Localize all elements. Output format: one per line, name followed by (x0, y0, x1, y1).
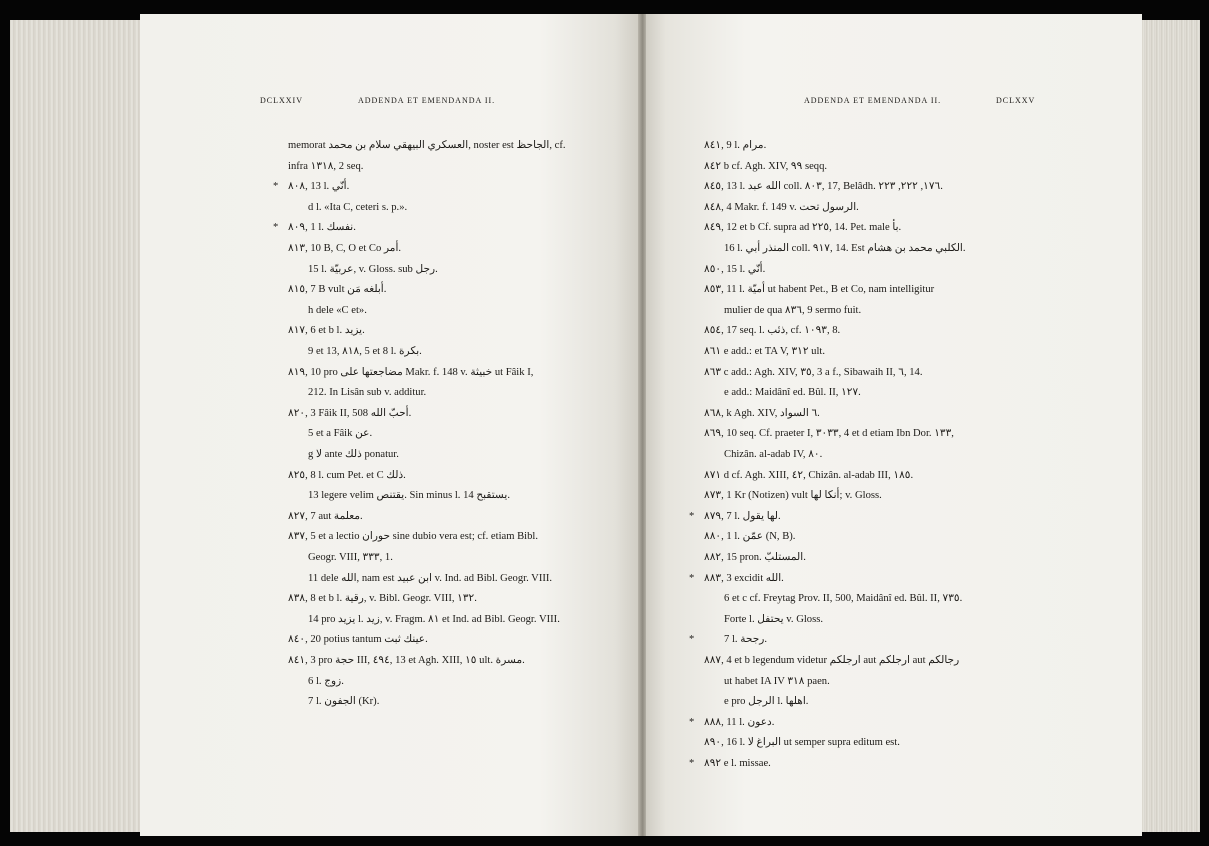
left-page-number: DCLXXIV (260, 96, 303, 105)
asterisk-mark: * (689, 758, 695, 769)
text-line (308, 489, 510, 503)
line-text: 14 pro يزيد l. زيد, v. Fragm. ٨١ et Ind. ad Bibl. Geogr. VIII. (308, 613, 560, 625)
right-page-edges (1140, 20, 1200, 832)
text-line (308, 551, 393, 565)
text-line (704, 324, 840, 338)
line-text: ٨٤٢ b cf. Agh. XIV, ٩٩ seqq. (704, 160, 828, 172)
line-text: ٨٣٨, 8 et b l. رقية, v. Bibl. Geogr. VIII, ١٣٢. (288, 593, 477, 605)
line-text: ٨٠٨, 13 l. أنّي. (288, 181, 350, 193)
text-line (704, 654, 959, 668)
text-line (704, 160, 827, 174)
text-line (704, 757, 771, 771)
asterisk-mark: * (689, 716, 695, 728)
line-text: ٨٤٠, 20 potius tantum عينك ثبت. (288, 634, 428, 646)
text-line (288, 180, 349, 194)
text-line (308, 448, 399, 462)
text-line (724, 304, 861, 318)
line-text: ٨٢٧, 7 aut معلمة. (288, 510, 363, 522)
line-text: ٨٥٤, 17 seq. l. ذئب, cf. ١٠٩٣, 8. (704, 325, 841, 337)
text-line (724, 633, 767, 647)
line-text: 7 l. رجحة. (724, 634, 768, 646)
text-line (704, 263, 765, 277)
text-line (704, 283, 934, 297)
text-line (288, 592, 477, 606)
text-line (308, 304, 367, 318)
line-text: ٨٤٨, 4 Makr. f. 149 v. الرسول تحت. (704, 201, 859, 213)
line-text: mulier de qua ٨٣٦, 9 sermo fuit. (724, 304, 862, 316)
line-text: 13 legere velim يقتنص. Sin minus l. 14 يستقبح. (308, 490, 510, 502)
text-line (704, 530, 795, 544)
line-text: infra ١٣١٨, 2 seq. (288, 160, 364, 172)
text-line (308, 572, 552, 586)
line-text: d l. «Ita C, ceteri s. p.». (308, 201, 408, 213)
text-line (724, 242, 966, 256)
text-line (288, 324, 365, 338)
text-line (308, 695, 379, 709)
line-text: Forte l. يحتفل v. Gloss. (724, 613, 823, 625)
line-text: ٨٧٩, 7 l. لها يقول. (704, 510, 781, 522)
text-line (704, 736, 900, 750)
text-line (704, 139, 766, 153)
line-text: ٨١٧, 6 et b l. يزيد. (288, 325, 365, 337)
right-running-title: ADDENDA ET EMENDANDA II. (804, 96, 942, 105)
text-line (704, 221, 901, 235)
line-text: ٨٤١, 9 l. مرام. (704, 140, 767, 151)
line-text: ٨٤١, 3 pro حجة III, ٤٩٤, 13 et Agh. XIII, ١٥ ult. مسرة. (288, 655, 525, 666)
text-line (704, 510, 781, 524)
text-line (288, 530, 538, 544)
text-line (704, 407, 820, 421)
text-line (704, 469, 913, 483)
line-text: ٨٢٥, 8 l. cum Pet. et C ذلك. (288, 469, 406, 481)
asterisk-mark: * (689, 634, 695, 646)
line-text: ٨٨٠, 1 l. عمّن (N, B). (704, 531, 796, 543)
line-text: ٨٧١ d cf. Agh. XIII, ٤٢, Chizân. al-adab III, ١٨٥. (704, 469, 914, 481)
line-text: ٨٥٣, 11 l. أميّة ut habent Pet., B et Co, nam intelligitur (704, 284, 935, 296)
text-line (704, 551, 806, 565)
line-text: ٨٠٩, 1 l. نفسك. (288, 222, 356, 234)
line-text: 6 et c cf. Freytag Prov. II, 500, Maidânî ed. Bûl. II, ٧٣٥. (724, 593, 963, 605)
left-page-header (140, 96, 640, 110)
line-text: ٨١٥, 7 B vult أبلغه مَن. (288, 284, 387, 296)
right-page-number: DCLXXV (996, 96, 1036, 105)
left-page (140, 14, 640, 836)
asterisk-mark: * (689, 572, 695, 584)
text-line (288, 160, 363, 174)
line-text: memorat العسكري البيهقي سلام بن محمد, noster est الجاحظ, cf. (288, 140, 566, 151)
line-text: ٨٨٣, 3 excidit الله. (704, 572, 784, 584)
line-text: ٨٤٥, 13 l. الله عبد coll. ٨٠٣, 17, Belâdh. ١٧٦, ٢٢٢, ٢٢٣. (704, 181, 943, 193)
text-line (288, 283, 386, 297)
text-line (288, 469, 406, 483)
text-line (308, 427, 372, 441)
text-line (704, 201, 859, 215)
text-line (308, 201, 407, 215)
line-text: ٨٦٨, k Agh. XIV, ٦ السواد. (704, 407, 820, 419)
line-text: ٨٨٨, 11 l. دعون. (704, 716, 775, 728)
text-line (704, 489, 882, 503)
line-text: ٨٦١ e add.: et TA V, ٣١٢ ult. (704, 346, 826, 357)
text-line (288, 633, 428, 647)
line-text: 7 l. الجفون (Kr). (308, 696, 380, 708)
line-text: ٨٧٣, 1 Kr (Notizen) vult أنكا لها; v. Gloss. (704, 490, 882, 502)
line-text: g لا ante ذلك ponatur. (308, 449, 399, 460)
line-text: 5 et a Fâik عن. (308, 428, 373, 440)
line-text: ٨٤٩, 12 et b Cf. supra ad ٢٢٥, 14. Pet. male بأ. (704, 222, 902, 234)
text-line (724, 675, 830, 689)
text-line (704, 427, 954, 441)
right-page (646, 14, 1142, 836)
asterisk-mark: * (689, 510, 695, 522)
text-line (724, 613, 823, 627)
text-line (308, 345, 422, 359)
text-line (288, 139, 566, 153)
line-text: 212. In Lisân sub v. additur. (308, 387, 427, 399)
line-text: ٨١٩, 10 pro مضاجعتها على Makr. f. 148 v. خبيثة ut Fâik I, (288, 366, 534, 378)
line-text: 6 l. زوج. (308, 675, 344, 687)
text-line (704, 180, 943, 194)
line-text: 16 l. المنذر أبي coll. ٩١٧, 14. Est الكلبي محمد بن هشام. (724, 243, 966, 254)
text-line (288, 407, 411, 421)
line-text: ٨٦٣ c add.: Agh. XIV, ٣٥, 3 a f., Sibawaih II, ٦, 14. (704, 366, 923, 378)
line-text: ٨١٣, 10 B, C, O et Co أمر. (288, 243, 402, 254)
line-text: Chizân. al-adab IV, ٨٠. (724, 449, 823, 460)
text-line (308, 675, 344, 689)
line-text: ٨٢٠, 3 Fâik II, 508 أحبّ الله. (288, 407, 412, 419)
text-line (724, 592, 962, 606)
line-text: ٨٩٠, 16 l. البراغ لا ut semper supra editum est. (704, 737, 900, 749)
text-line (704, 345, 825, 359)
text-line (704, 572, 784, 586)
text-line (308, 386, 426, 400)
text-line (288, 242, 401, 256)
line-text: ut habet IA IV ٣١٨ paen. (724, 675, 830, 687)
line-text: ٨٣٧, 5 et a lectio حوران sine dubio vera est; cf. etiam Bibl. (288, 531, 539, 543)
asterisk-mark: * (273, 222, 279, 234)
text-line (288, 510, 363, 524)
text-line (288, 366, 533, 380)
text-line (724, 695, 808, 709)
text-line (704, 366, 922, 380)
text-line (288, 221, 356, 235)
text-line (308, 613, 560, 627)
text-line (704, 716, 774, 730)
line-text: ٨٥٠, 15 l. أنّي. (704, 263, 766, 275)
line-text: ٨٦٩, 10 seq. Cf. praeter I, ٣٠٣٣, 4 et d etiam Ibn Dor. ١٣٣, (704, 428, 954, 440)
line-text: 11 dele الله, nam est ابن عبيد v. Ind. ad Bibl. Geogr. VIII. (308, 572, 553, 584)
text-line (724, 448, 822, 462)
line-text: ٨٨٢, 15 pron. المستلبّ. (704, 552, 806, 563)
line-text: e pro الرجل l. اهلها. (724, 696, 809, 708)
left-page-edges (10, 20, 142, 832)
line-text: ٨٩٢ e l. missae. (704, 758, 771, 769)
left-running-title: ADDENDA ET EMENDANDA II. (358, 96, 496, 105)
text-line (724, 386, 861, 400)
line-text: ٨٨٧, 4 et b legendum videtur ارجلكم aut ارجلكم aut رجالكم (704, 655, 960, 666)
text-line (308, 263, 438, 277)
right-page-header (646, 96, 1142, 110)
line-text: e add.: Maidânî ed. Bûl. II, ١٢٧. (724, 387, 861, 399)
line-text: h dele «C et». (308, 304, 367, 316)
line-text: 15 l. عربيّة, v. Gloss. sub رجل. (308, 263, 438, 275)
line-text: Geogr. VIII, ٣٣٣, 1. (308, 552, 393, 563)
asterisk-mark: * (273, 181, 279, 193)
line-text: 9 et 13, ٨١٨, 5 et 8 l. بكرة. (308, 346, 422, 357)
text-line (288, 654, 525, 668)
